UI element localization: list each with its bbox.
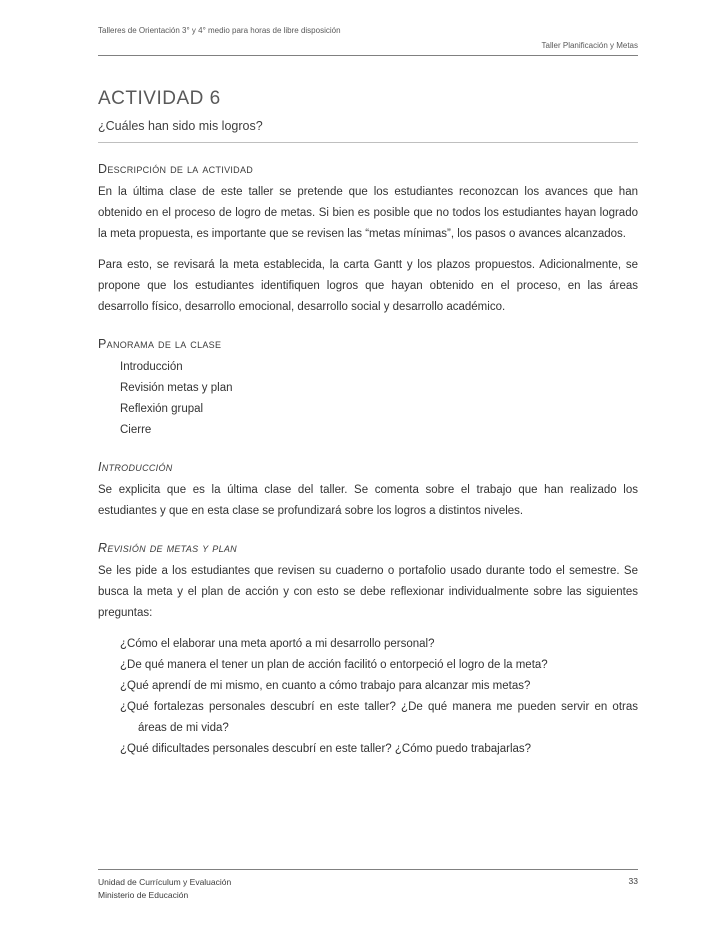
list-item-introduccion: Introducción	[120, 361, 183, 373]
section-heading-descripcion: Descripción de la actividad	[98, 162, 254, 176]
footer-organization	[98, 876, 231, 902]
question-1: ¿Cómo el elaborar una meta aportó a mi desarrollo personal?	[120, 638, 435, 650]
section-heading-revision: Revisión de metas y plan	[98, 541, 237, 555]
section-heading-panorama: Panorama de la clase	[98, 337, 222, 351]
introduccion-paragraph: Se explicita que es la última clase del taller. Se comenta sobre el trabajo que han realizado los estudiantes y que en esta clase se profundizará sobre los logros a distintos niveles.	[98, 484, 638, 517]
footer-org-line1: Unidad de Currículum y Evaluación	[98, 877, 232, 887]
question-2: ¿De qué manera el tener un plan de acción facilitó o entorpeció el logro de la meta?	[120, 659, 548, 671]
question-5: ¿Qué dificultades personales descubrí en este taller? ¿Cómo puedo trabajarlas?	[120, 743, 532, 755]
activity-title: ACTIVIDAD 6	[98, 88, 221, 109]
list-item-cierre: Cierre	[120, 424, 152, 436]
list-item-reflexion: Reflexión grupal	[120, 403, 204, 415]
header-left-text: Talleres de Orientación 3° y 4° medio para horas de libre disposición	[98, 26, 341, 35]
class-overview-list	[120, 357, 638, 441]
descripcion-paragraph-1: En la última clase de este taller se pretende que los estudiantes reconozcan los avances que han obtenido en el proceso de logro de metas. Si bien es posible que no todos los estudiantes hayan logrado la meta propuesta, es importante que se revisen las “metas mínimas”, los pasos o avances alcanzados.	[98, 186, 638, 240]
footer-org-line2: Ministerio de Educación	[98, 890, 189, 900]
header-right-text: Taller Planificación y Metas	[541, 41, 638, 50]
revision-paragraph: Se les pide a los estudiantes que revisen su cuaderno o portafolio usado durante todo el semestre. Se busca la meta y el plan de acción y con esto se debe reflexionar individualmente sobre las siguientes preguntas:	[98, 565, 638, 619]
question-3: ¿Qué aprendí de mi mismo, en cuanto a cómo trabajo para alcanzar mis metas?	[120, 680, 531, 692]
list-item-revision: Revisión metas y plan	[120, 382, 233, 394]
activity-subtitle: ¿Cuáles han sido mis logros?	[98, 119, 638, 143]
running-footer	[98, 869, 638, 902]
descripcion-paragraph-2: Para esto, se revisará la meta establecida, la carta Gantt y los plazos propuestos. Adicionalmente, se propone que los estudiantes identifiquen logros que hayan obtenido en el proceso, en las áreas desarrollo físico, desarrollo emocional, desarrollo social y desarrollo académico.	[98, 259, 638, 313]
reflection-questions-list	[98, 634, 638, 760]
section-heading-introduccion: Introducción	[98, 460, 173, 474]
page-number: 33	[628, 876, 638, 886]
running-header	[98, 26, 638, 56]
question-4: ¿Qué fortalezas personales descubrí en este taller? ¿De qué manera me pueden servir en otras áreas de mi vida?	[120, 701, 638, 734]
